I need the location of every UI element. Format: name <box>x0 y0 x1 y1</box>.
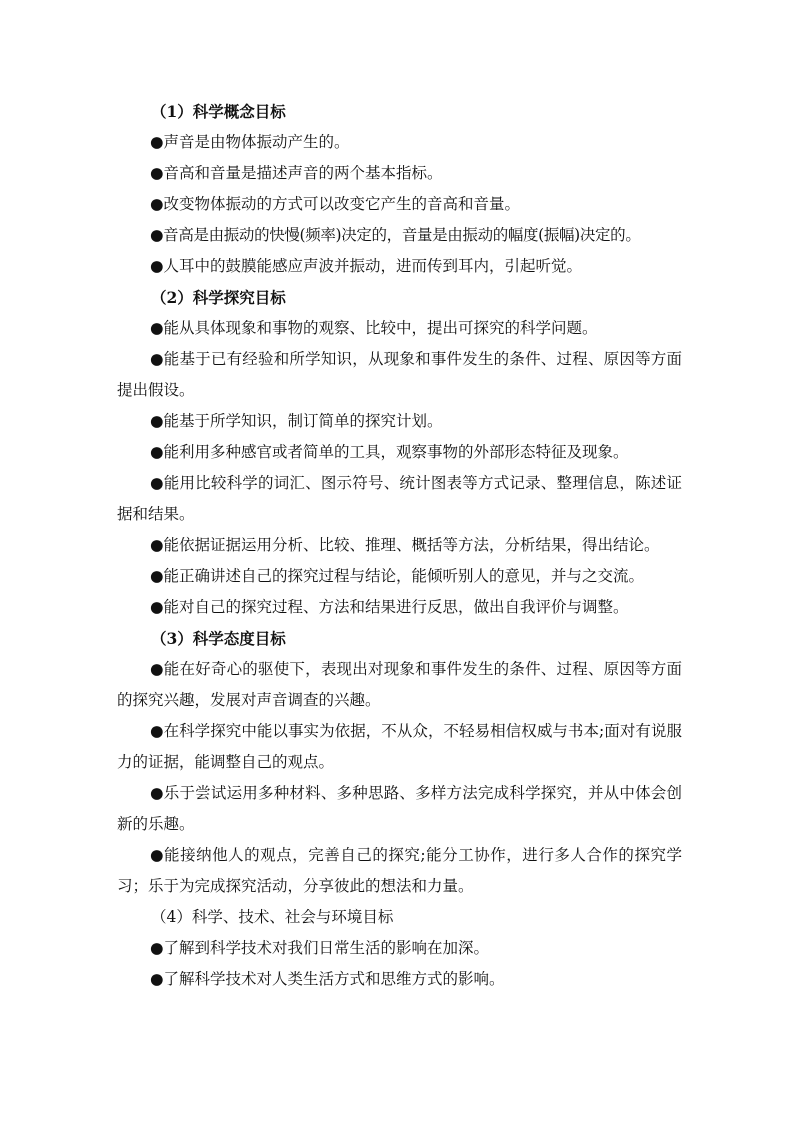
list-item: ●能在好奇心的驱使下，表现出对现象和事件发生的条件、过程、原因等方面的探究兴趣，发展对声音调查的兴趣。 <box>117 660 682 709</box>
list-item: ●能从具体现象和事物的观察、比较中，提出可探究的科学问题。 <box>150 319 598 337</box>
list-item: ●乐于尝试运用多种材料、多种思路、多样方法完成科学探究，并从中体会创新的乐趣。 <box>117 784 682 833</box>
document-body <box>117 96 682 995</box>
list-item: ●能接纳他人的观点，完善自己的探究;能分工协作，进行多人合作的探究学习；乐于为完成探究活动，分享彼此的想法和力量。 <box>117 846 682 895</box>
list-item: ●了解到科学技术对我们日常生活的影响在加深。 <box>150 939 490 957</box>
list-item: ●能利用多种感官或者简单的工具，观察事物的外部形态特征及现象。 <box>150 443 629 461</box>
section-heading-stse: （4）科学、技术、社会与环境目标 <box>151 908 394 926</box>
list-item: ●能依据证据运用分析、比较、推理、概括等方法，分析结果，得出结论。 <box>150 536 660 554</box>
list-item: ●声音是由物体振动产生的。 <box>150 133 350 151</box>
list-item: ●在科学探究中能以事实为依据，不从众，不轻易相信权威与书本;面对有说服力的证据，能调整自己的观点。 <box>117 722 682 771</box>
list-item: ●能正确讲述自己的探究过程与结论，能倾听别人的意见，并与之交流。 <box>150 567 645 585</box>
section-heading-concept: （1）科学概念目标 <box>151 102 286 121</box>
list-item: ●能用比较科学的词汇、图示符号、统计图表等方式记录、整理信息，陈述证据和结果。 <box>117 474 682 523</box>
list-item: ●能基于所学知识，制订简单的探究计划。 <box>150 412 443 430</box>
section-heading-inquiry: （2）科学探究目标 <box>151 288 286 307</box>
list-item: ●音高和音量是描述声音的两个基本指标。 <box>150 164 443 182</box>
list-item: ●能对自己的探究过程、方法和结果进行反思，做出自我评价与调整。 <box>150 598 629 616</box>
list-item: ●人耳中的鼓膜能感应声波并振动，进而传到耳内，引起听觉。 <box>150 257 583 275</box>
list-item: ●能基于已有经验和所学知识，从现象和事件发生的条件、过程、原因等方面提出假设。 <box>117 350 682 399</box>
section-heading-attitude: （3）科学态度目标 <box>151 629 286 648</box>
list-item: ●改变物体振动的方式可以改变它产生的音高和音量。 <box>150 195 521 213</box>
list-item: ●了解科学技术对人类生活方式和思维方式的影响。 <box>150 970 505 988</box>
list-item: ●音高是由振动的快慢(频率)决定的，音量是由振动的幅度(振幅)决定的。 <box>150 226 641 244</box>
